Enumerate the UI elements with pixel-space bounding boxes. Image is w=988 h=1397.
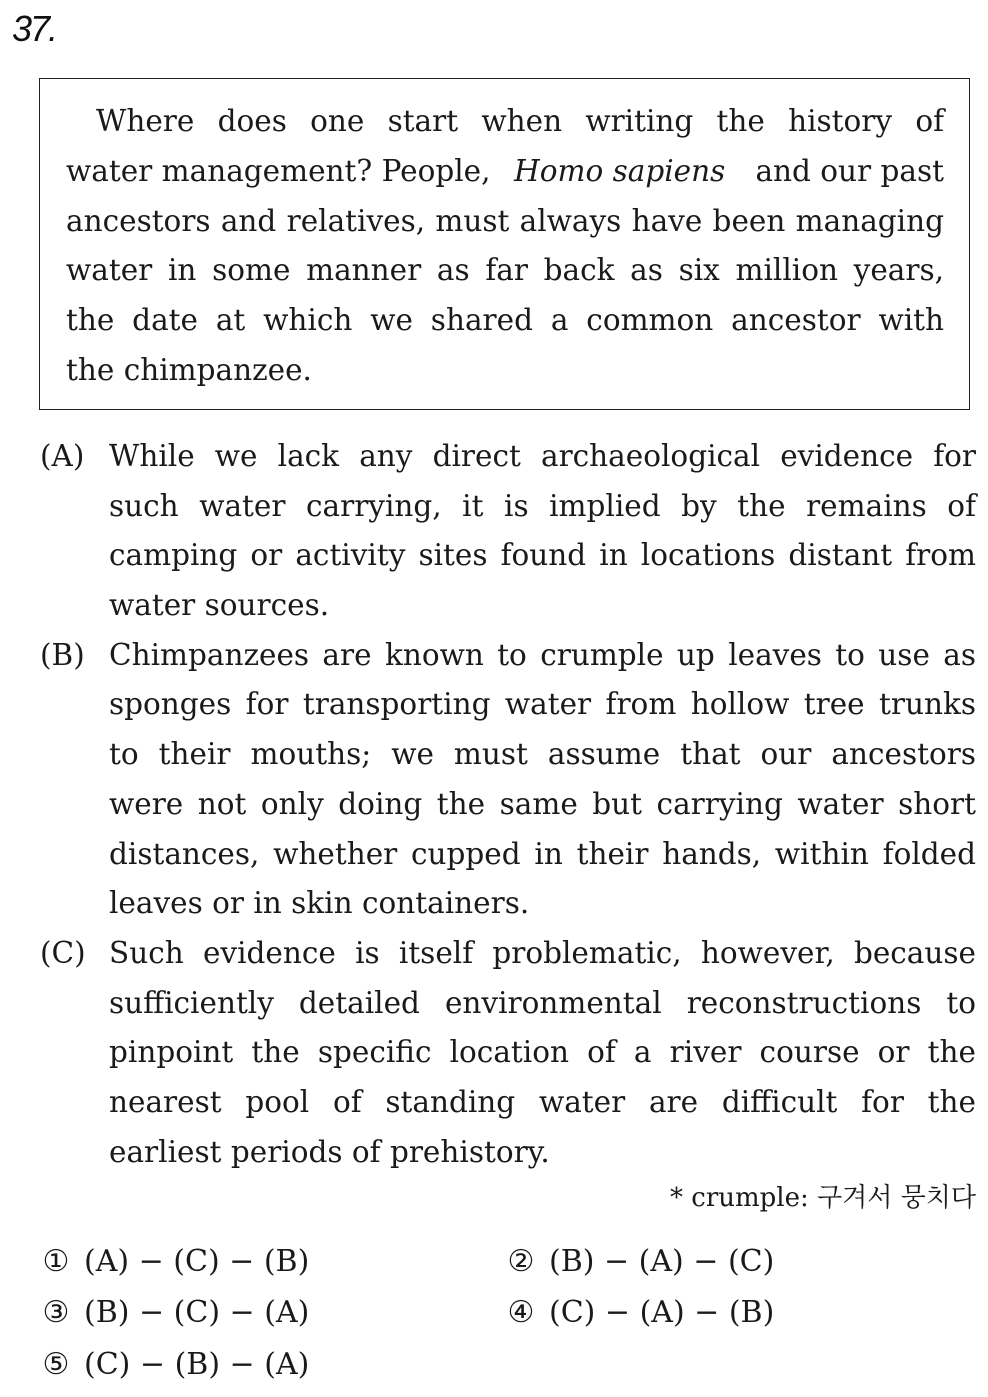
paragraph-line: water sources.	[109, 588, 330, 622]
answer-choice-5[interactable]	[38, 1347, 309, 1383]
answer-choice-3[interactable]	[38, 1295, 309, 1331]
answer-choice-1[interactable]	[38, 1244, 309, 1280]
paragraph-line: pinpoint the specific location of a river course or the	[109, 1035, 976, 1069]
paragraph-line: earliest periods of prehistory.	[109, 1135, 550, 1169]
intro-line-end: and our past	[755, 154, 944, 188]
paragraph-c-label: (C)	[40, 936, 86, 970]
intro-line: the chimpanzee.	[66, 353, 312, 387]
paragraph-line: such water carrying, it is implied by the remains of	[109, 489, 976, 523]
choice-text: (A) − (C) − (B)	[84, 1244, 310, 1279]
answer-choice-2[interactable]	[503, 1244, 774, 1280]
intro-line: Where does one start when writing the history of	[96, 104, 944, 138]
intro-line	[66, 153, 944, 189]
question-number: 37.	[12, 8, 57, 49]
paragraph-line: Such evidence is itself problematic, however, because	[109, 936, 976, 970]
choice-number: ⑤	[42, 1347, 70, 1382]
choice-number: ②	[507, 1244, 535, 1279]
choice-text: (B) − (A) − (C)	[549, 1244, 775, 1279]
choice-text: (B) − (C) − (A)	[84, 1295, 310, 1330]
intro-line: the date at which we shared a common ancestor with	[66, 303, 944, 337]
intro-line: water in some manner as far back as six million years,	[66, 253, 944, 287]
answer-choice-4[interactable]	[503, 1295, 774, 1331]
paragraph-line: nearest pool of standing water are difficult for the	[109, 1085, 976, 1119]
paragraph-line: Chimpanzees are known to crumple up leaves to use as	[109, 638, 976, 672]
species-name: Homo sapiens	[514, 154, 726, 188]
paragraph-line: sufficiently detailed environmental reconstructions to	[109, 986, 976, 1020]
choice-number: ④	[507, 1295, 535, 1330]
paragraph-line: were not only doing the same but carrying water short	[109, 787, 976, 821]
intro-line: ancestors and relatives, must always have been managing	[66, 204, 944, 238]
choice-number: ③	[42, 1295, 70, 1330]
choice-text: (C) − (A) − (B)	[549, 1295, 775, 1330]
paragraph-line: to their mouths; we must assume that our ancestors	[109, 737, 976, 771]
choice-number: ①	[42, 1244, 70, 1279]
intro-line-start: water management? People,	[66, 154, 491, 188]
paragraph-b-label: (B)	[40, 638, 85, 672]
paragraph-line: distances, whether cupped in their hands, within folded	[109, 837, 976, 871]
intro-passage-box	[39, 78, 970, 410]
vocabulary-footnote: * crumple: 구겨서 뭉치다	[670, 1183, 976, 1213]
paragraph-line: camping or activity sites found in locations distant from	[109, 538, 976, 572]
paragraph-line: sponges for transporting water from hollow tree trunks	[109, 687, 976, 721]
paragraph-line: leaves or in skin containers.	[109, 886, 530, 920]
paragraph-a-label: (A)	[40, 439, 85, 473]
choice-text: (C) − (B) − (A)	[84, 1347, 310, 1382]
paragraph-line: While we lack any direct archaeological evidence for	[109, 439, 976, 473]
